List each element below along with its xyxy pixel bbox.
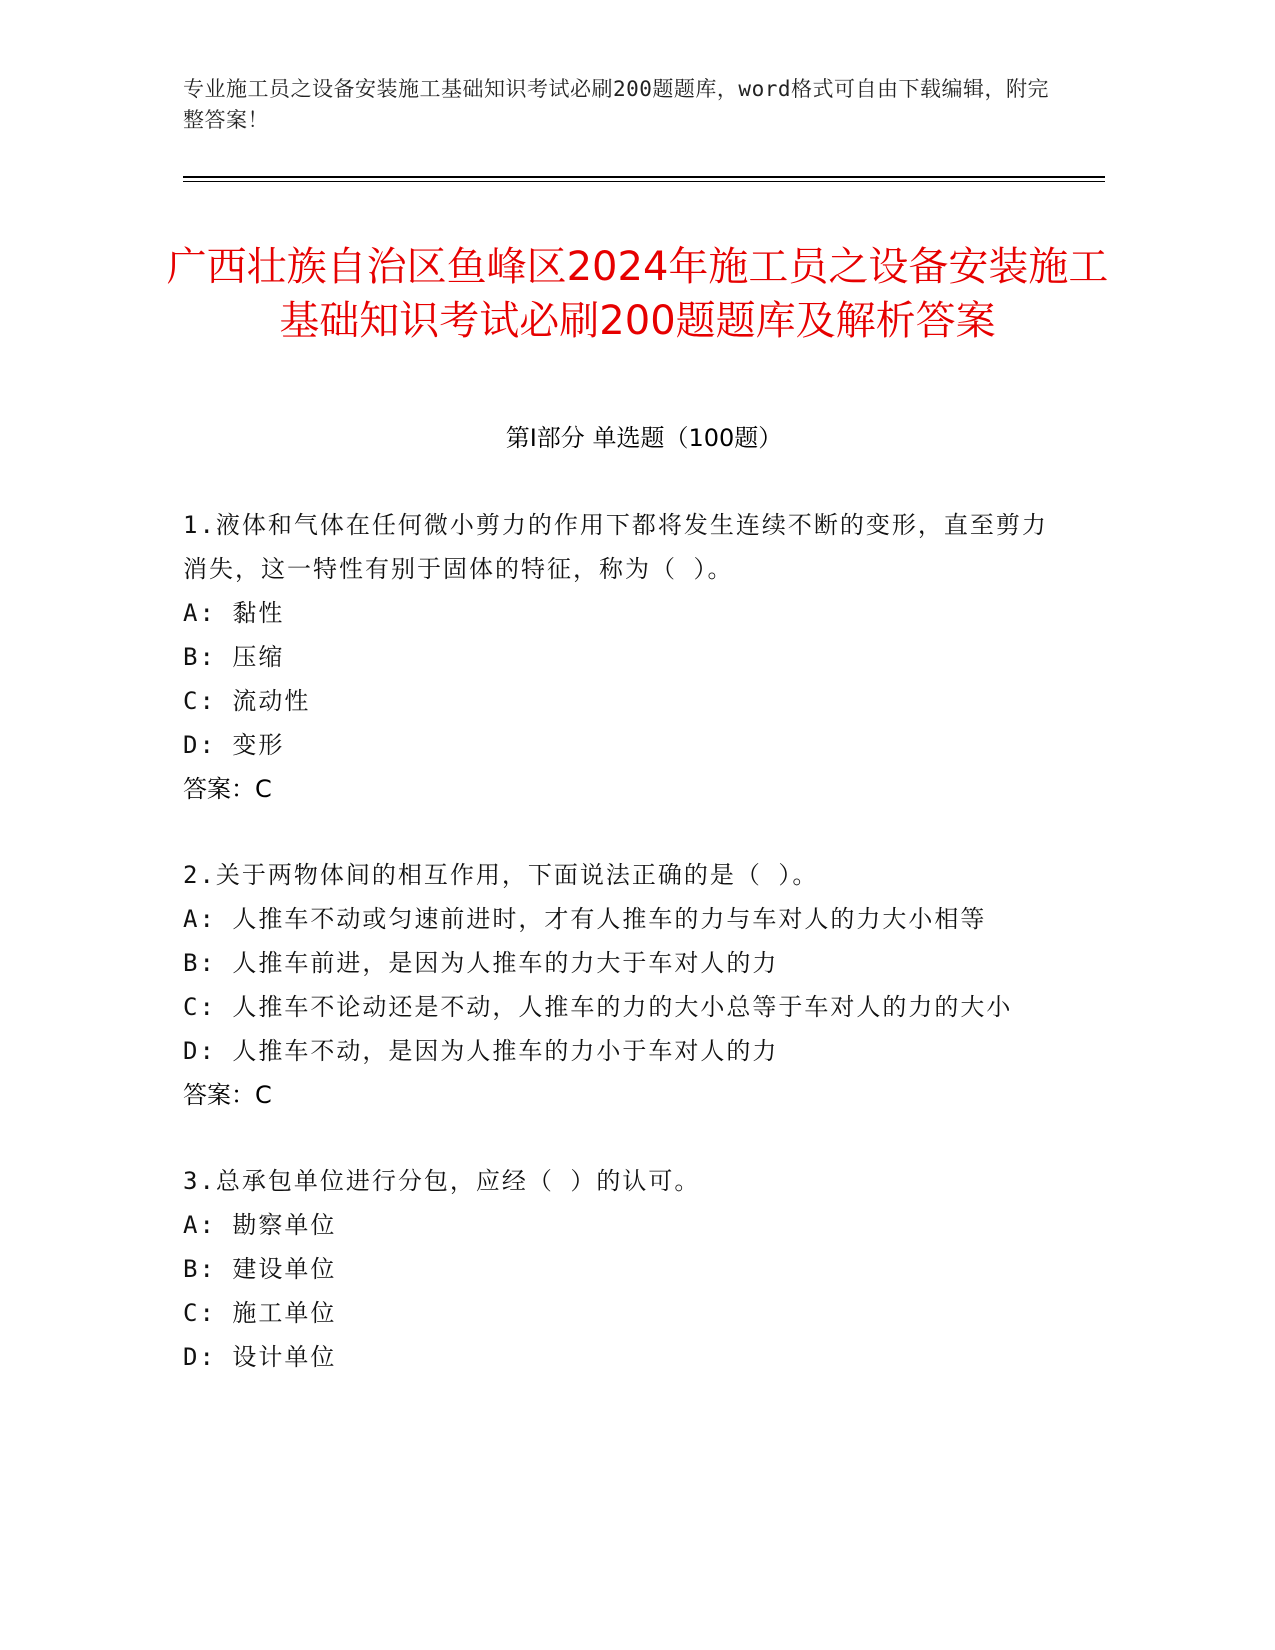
question-2	[183, 853, 1063, 1117]
question-stem: 3.总承包单位进行分包，应经（ ）的认可。	[183, 1167, 701, 1195]
option-d: D: 人推车不动，是因为人推车的力小于车对人的力	[183, 1037, 779, 1065]
option-b: B: 压缩	[183, 643, 285, 671]
answer-line: 答案：C	[183, 1081, 272, 1109]
option-b: B: 人推车前进，是因为人推车的力大于车对人的力	[183, 949, 779, 977]
header-note: 专业施工员之设备安装施工基础知识考试必刷200题题库，word格式可自由下载编辑，附完整答案！	[183, 77, 1049, 132]
option-b: B: 建设单位	[183, 1255, 337, 1283]
document-title: 广西壮族自治区鱼峰区2024年施工员之设备安装施工基础知识考试必刷200题题库及解析答案	[166, 243, 1109, 344]
question-stem: 1.液体和气体在任何微小剪力的作用下都将发生连续不断的变形，直至剪力消失，这一特性有别于固体的特征，称为（ ）。	[183, 511, 1048, 583]
option-a: A: 人推车不动或匀速前进时，才有人推车的力与车对人的力大小相等	[183, 905, 987, 933]
question-stem: 2.关于两物体间的相互作用，下面说法正确的是（ ）。	[183, 861, 819, 889]
header-rule-thin	[183, 181, 1105, 182]
option-c: C: 施工单位	[183, 1299, 337, 1327]
option-a: A: 黏性	[183, 599, 285, 627]
option-c: C: 流动性	[183, 687, 311, 715]
option-a: A: 勘察单位	[183, 1211, 337, 1239]
answer-line: 答案：C	[183, 775, 272, 803]
header-rule-thick	[183, 176, 1105, 178]
question-list	[183, 503, 1063, 1421]
option-d: D: 变形	[183, 731, 285, 759]
section-heading: 第I部分 单选题（100题）	[505, 424, 783, 452]
question-1	[183, 503, 1063, 811]
option-c: C: 人推车不论动还是不动，人推车的力的大小总等于车对人的力的大小	[183, 993, 1013, 1021]
question-3	[183, 1159, 1063, 1379]
option-d: D: 设计单位	[183, 1343, 337, 1371]
